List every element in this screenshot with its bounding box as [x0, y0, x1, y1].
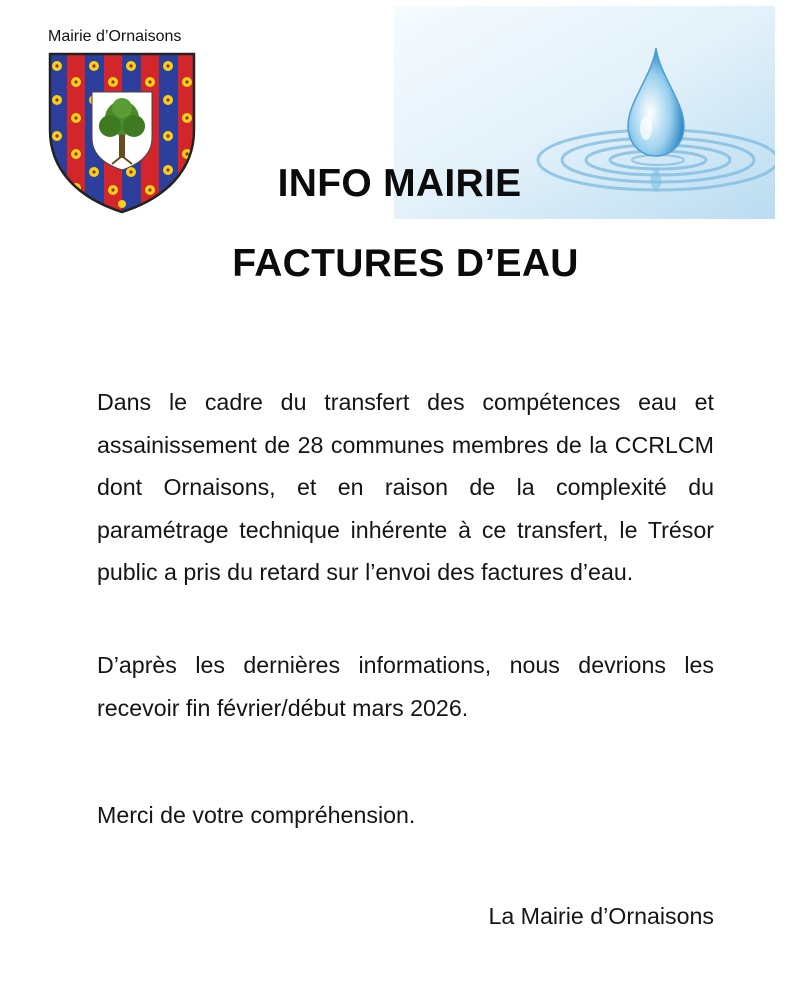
paragraph-transfert: Dans le cadre du transfert des compétences eau et assainissement de 28 communes membres de la CCRLCM dont Ornaisons, et en raison de la complexité du paramétrage technique inhérente à ce transfert, le Trésor public a pris du retard sur l’envoi des factures d’eau.	[97, 389, 714, 585]
title-info-mairie: INFO MAIRIE	[277, 162, 522, 205]
title-factures-eau: FACTURES D’EAU	[232, 242, 579, 285]
paragraph-merci: Merci de votre compréhension.	[97, 802, 416, 828]
paragraph-informations: D’après les dernières informations, nous devrions les recevoir fin février/début mars 2026.	[97, 652, 714, 721]
signature: La Mairie d’Ornaisons	[488, 903, 714, 929]
header-label: Mairie d’Ornaisons	[48, 28, 182, 45]
